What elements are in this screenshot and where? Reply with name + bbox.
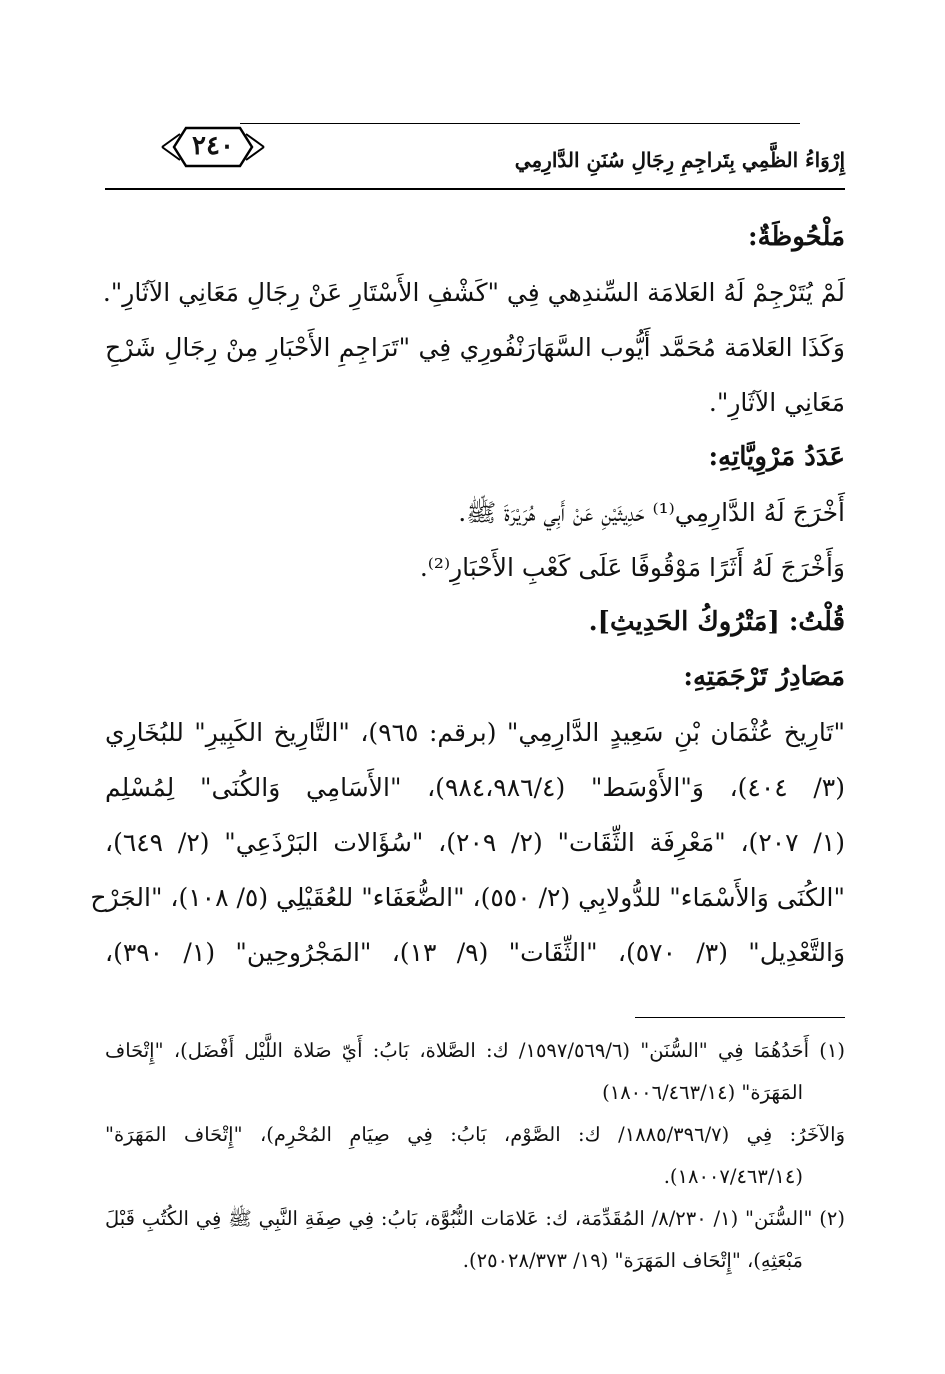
header-bottom-rule (105, 188, 845, 190)
sources-line: (٣/ ٤٠٤)، وَ"الأَوْسَط" (٩٨٤،٩٨٦/٤)، "الأَسَامِي وَالكُنَى" لِمُسْلِم (105, 773, 845, 802)
header-top-rule (240, 123, 800, 124)
page-number-ornament (178, 126, 248, 166)
sources-line: "تَارِيخ عُثْمَان بْنِ سَعِيدٍ الدَّارِمِي" (برقم: ٩٦٥)، "التَّارِيخ الكَبِيرِ" للبُخَارِي (105, 718, 845, 747)
note-heading: مَلْحُوظَةٌ: (748, 222, 845, 252)
note-line: لَمْ يُتَرْجِمْ لَهُ العَلامَة السِّندِهي فِي "كَشْفِ الأَسْتَارِ عَنْ رِجَالِ مَعَانِي الآثَارِ". (102, 278, 845, 307)
sources-line: وَالتَّعْدِيل" (٣/ ٥٧٠)، "الثِّقَات" (٩/ ١٣)، "المَجْرُوحِين" (١/ ٣٩٠)، (105, 938, 846, 967)
page-number: ٢٤٠ (192, 131, 234, 161)
count-heading: عَدَدُ مَرْوِيَّاتِهِ: (708, 442, 845, 472)
footnote-2-continued: مَبْعَثِهِ)، "إِتْحَاف المَهَرَة" (١٩/ ٢٥٠٢٨/٣٧٣). (462, 1249, 803, 1272)
footnote-1-continued: (١٨٠٠٧/٤٦٣/١٤). (663, 1165, 803, 1188)
note-line: وَكَذَا العَلامَة مُحَمَّد أَيُّوب السَّهَارَنْفُورِي فِي "تَرَاجِمِ الأَحْبَارِ مِنْ رِجَالِ شَرْحِ (105, 333, 845, 362)
footnote-rule (635, 1017, 845, 1018)
sources-heading: مَصَادِرُ تَرْجَمَتِهِ: (683, 662, 845, 692)
footnotes (105, 1030, 845, 1282)
footnote-1: (١) أَحَدُهُمَا فِي "السُّنَن" (١٥٩٧/٥٦٩/٦/ ك: الصَّلاة، بَابُ: أَيّ صَلاة اللَّيْل أَفْضَل)، "إِتْحَاف (105, 1039, 845, 1062)
main-text (90, 210, 846, 980)
footnote-1-second-hadith: وَالآخَرُ: فِي (١٨٨٥/٣٩٦/٧/ ك: الصَّوْم، بَابُ: فِي صِيَامِ المُحْرِم)، "إِتْحَاف المَهَرَة" (105, 1123, 846, 1146)
count-line: وَأَخْرَجَ لَهُ أَثَرًا مَوْقُوفًا عَلَى كَعْبِ الأَحْبَارِ⁽²⁾. (419, 553, 845, 582)
footnote-2: (٢) "السُّنَن" (١/ ٨/٢٣٠/ المُقَدِّمَة، ك: عَلامَات النُّبُوَّة، بَابُ: فِي صِفَةِ النَّبِي ﷺ فِي الكُتُبِ قَبْلَ (105, 1207, 845, 1230)
note-line: مَعَانِي الآثَارِ". (708, 388, 845, 417)
count-line: أَخْرَجَ لَهُ الدَّارِمِي⁽¹⁾ حَدِيثَيْنِ عَنْ أَبِي هُرَيْرَةَ ﷺ. (458, 498, 845, 527)
sources-line: (١/ ٢٠٧)، "مَعْرِفَة الثِّقَات" (٢/ ٢٠٩)، "سُؤَالات البَرْذَعِي" (٢/ ٦٤٩)، (105, 828, 845, 857)
footnote-1-continued: المَهَرَة" (١٨٠٠٦/٤٦٣/١٤) (602, 1081, 803, 1104)
sources-line: "الكُنَى وَالأَسْمَاء" للدُّولابِي (٢/ ٥٥٠)، "الضُّعَفَاء" للعُقَيْلِي (٥/ ١٠٨)، "الجَرْح (90, 883, 845, 912)
verdict: قُلْتُ: [مَتْرُوكُ الحَدِيثِ]. (588, 607, 845, 637)
running-title: إِرْوَاءُ الظَّمِي بِتَراجِمِ رِجَالِ سُنَنِ الدَّارِمِي (514, 148, 845, 172)
